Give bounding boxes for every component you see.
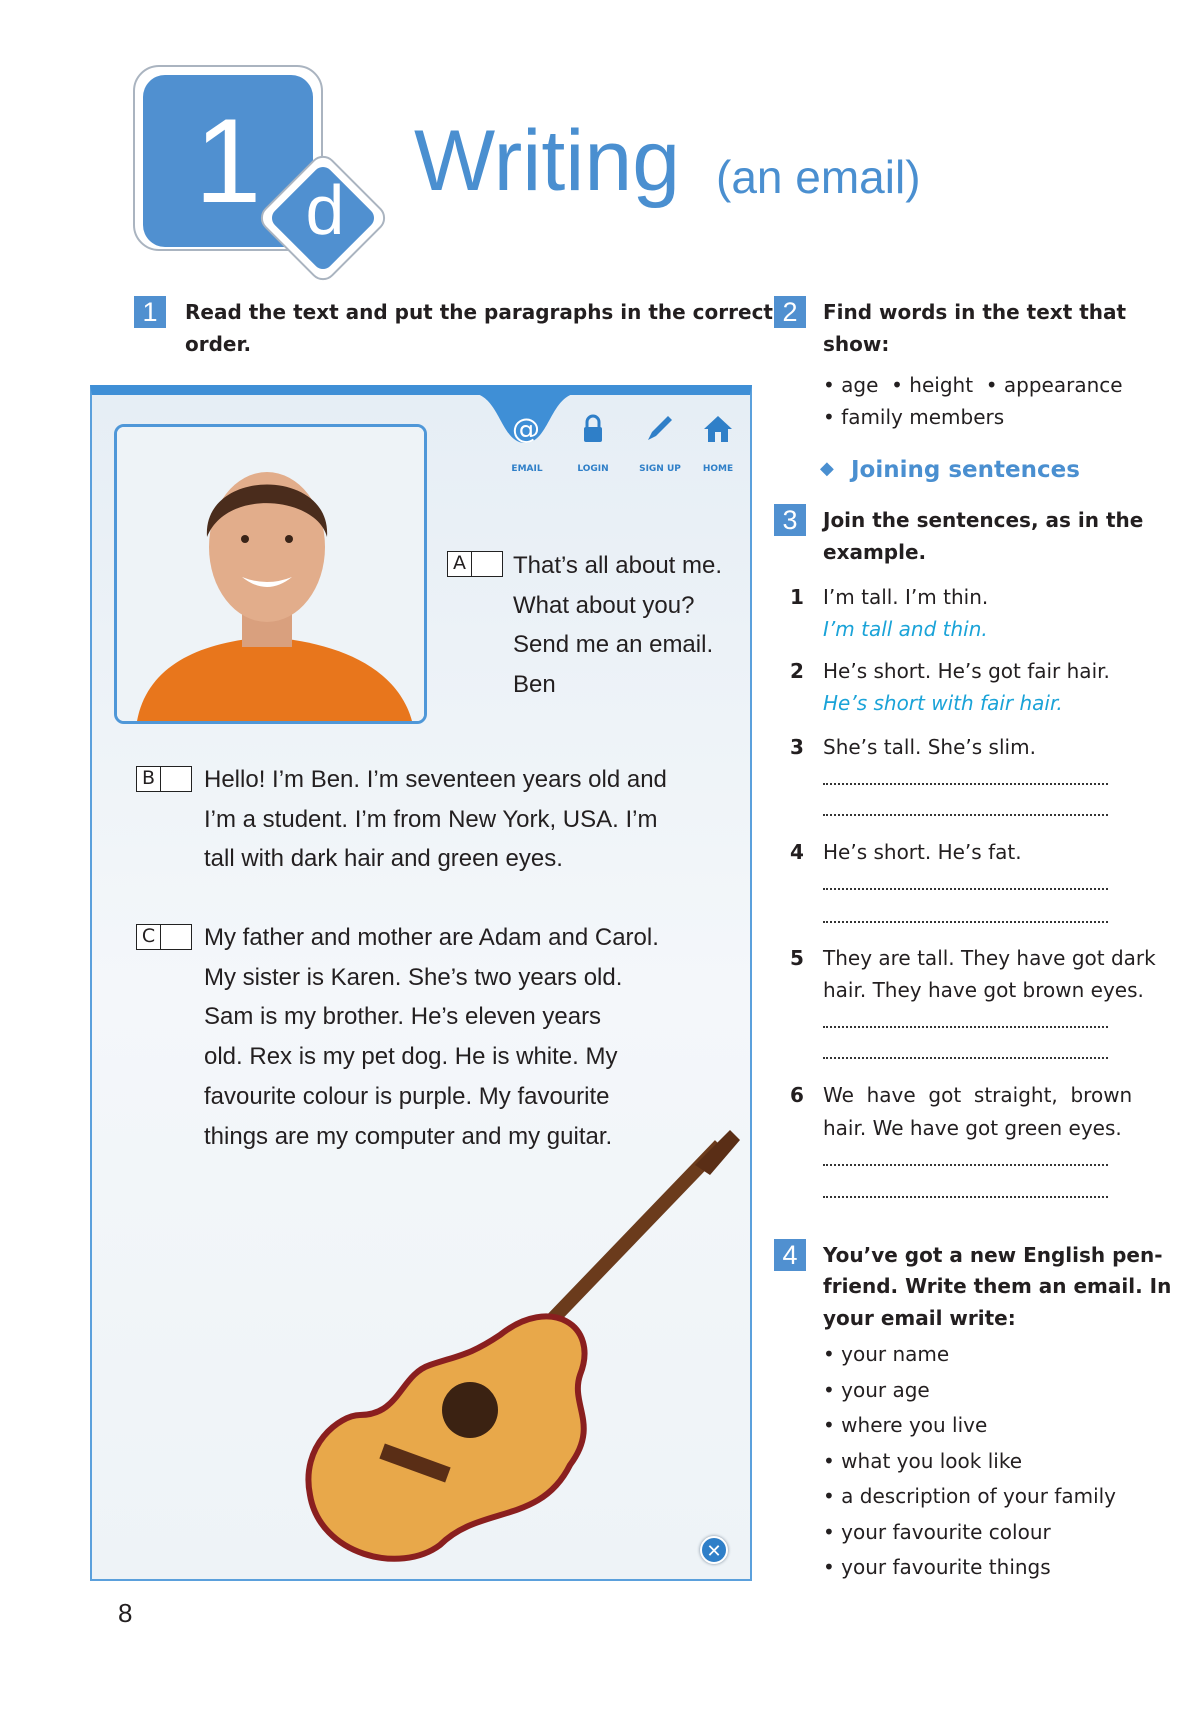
close-icon[interactable]: ✕	[700, 1536, 728, 1564]
item-text: He’s short. He’s fat.	[823, 840, 1022, 864]
exercise-instruction: example.	[823, 540, 927, 564]
bullet-item: • your favourite colour	[823, 1520, 1051, 1544]
item-number: 3	[790, 735, 804, 759]
home-icon[interactable]	[695, 414, 741, 451]
guitar-image	[300, 1125, 740, 1575]
answer-line[interactable]	[823, 888, 1108, 890]
text-line: things are my computer and my guitar.	[204, 1122, 613, 1150]
exercise-number: 4	[774, 1239, 806, 1271]
answer-box-a[interactable]	[447, 551, 503, 577]
exercise-instruction: show:	[823, 332, 890, 356]
paragraph-letter: B	[137, 767, 161, 791]
exercise-instruction: friend. Write them an email. In	[823, 1274, 1172, 1298]
answer-box-b[interactable]	[136, 766, 192, 792]
item-number: 6	[790, 1083, 804, 1107]
exercise-instruction: Find words in the text that	[823, 300, 1127, 324]
text-line: Hello! I’m Ben. I’m seventeen years old and	[204, 766, 667, 793]
item-number: 4	[790, 840, 804, 864]
item-number: 5	[790, 946, 804, 970]
answer-box-c[interactable]	[136, 924, 192, 950]
text-line: tall with dark hair and green eyes.	[204, 845, 563, 873]
answer-line[interactable]	[823, 1057, 1108, 1059]
pencil-icon[interactable]	[636, 414, 682, 451]
paragraph-c	[204, 918, 659, 1156]
bullet-item: • your name	[823, 1342, 950, 1366]
answer-line[interactable]	[823, 814, 1108, 816]
section-heading: Joining sentences	[851, 457, 1080, 483]
paragraph-letter: A	[448, 552, 472, 576]
answer-line[interactable]	[823, 1026, 1108, 1028]
text-line: Send me an email.	[513, 631, 714, 659]
paragraph-b	[204, 760, 667, 879]
text-line: My father and mother are Adam and Carol.	[204, 924, 659, 951]
item-number: 2	[790, 659, 804, 683]
bullet-item: • what you look like	[823, 1449, 1023, 1473]
answer-line[interactable]	[823, 783, 1108, 785]
exercise-instruction: You’ve got a new English pen-	[823, 1243, 1163, 1267]
unit-number-badge: 1	[143, 75, 313, 247]
item-text: He’s short. He’s got fair hair.	[823, 659, 1110, 683]
bullet-item: • a description of your family	[823, 1484, 1117, 1508]
page-title: Writing	[414, 113, 681, 209]
bullet-item: • your favourite things	[823, 1555, 1051, 1579]
bullet-item: • where you live	[823, 1413, 988, 1437]
page-number: 8	[118, 1598, 133, 1628]
nav-home[interactable]: HOME	[702, 464, 734, 474]
answer-line[interactable]	[823, 1196, 1108, 1198]
exercise-instruction: order.	[185, 332, 252, 356]
lock-icon[interactable]	[570, 414, 616, 451]
diamond-icon: ◆	[820, 458, 834, 479]
example-answer: He’s short with fair hair.	[823, 691, 1063, 715]
text-line: favourite colour is purple. My favourite	[204, 1082, 610, 1110]
exercise-instruction: Read the text and put the paragraphs in the correct	[185, 300, 773, 324]
exercise-number: 3	[774, 504, 806, 536]
nav-login[interactable]: LOGIN	[577, 464, 609, 474]
text-line: I’m a student. I’m from New York, USA. I’m	[204, 805, 658, 833]
bullet-list: • age • height • appearance	[823, 373, 1123, 397]
lesson-letter: d	[305, 171, 345, 249]
item-text: I’m tall. I’m thin.	[823, 585, 989, 609]
item-text: She’s tall. She’s slim.	[823, 735, 1036, 759]
page-subtitle: (an email)	[716, 151, 921, 203]
boy-photo	[114, 424, 427, 724]
text-line: Sam is my brother. He’s eleven years	[204, 1003, 602, 1031]
text-line: What about you?	[513, 591, 695, 619]
bullet-item: • your age	[823, 1378, 930, 1402]
nav-email[interactable]: EMAIL	[511, 464, 543, 474]
paragraph-letter: C	[137, 925, 161, 949]
item-text: They are tall. They have got dark	[823, 946, 1156, 970]
text-line: That’s all about me.	[513, 552, 723, 579]
item-number: 1	[790, 585, 804, 609]
item-text: hair. They have got brown eyes.	[823, 978, 1144, 1002]
item-text: We have got straight, brown	[823, 1083, 1133, 1107]
item-text: hair. We have got green eyes.	[823, 1116, 1122, 1140]
exercise-number: 1	[134, 296, 166, 328]
exercise-instruction: Join the sentences, as in the	[823, 508, 1144, 532]
exercise-number: 2	[774, 296, 806, 328]
bullet-list: • family members	[823, 405, 1005, 429]
nav-sign-up[interactable]: SIGN UP	[639, 464, 681, 474]
exercise-instruction: your email write:	[823, 1306, 1016, 1330]
text-line: My sister is Karen. She’s two years old.	[204, 963, 623, 991]
at-icon[interactable]: @	[512, 412, 540, 445]
text-line: Ben	[513, 671, 556, 699]
example-answer: I’m tall and thin.	[823, 617, 988, 641]
text-line: old. Rex is my pet dog. He is white. My	[204, 1043, 618, 1071]
answer-line[interactable]	[823, 921, 1108, 923]
paragraph-a	[513, 546, 722, 705]
answer-line[interactable]	[823, 1164, 1108, 1166]
